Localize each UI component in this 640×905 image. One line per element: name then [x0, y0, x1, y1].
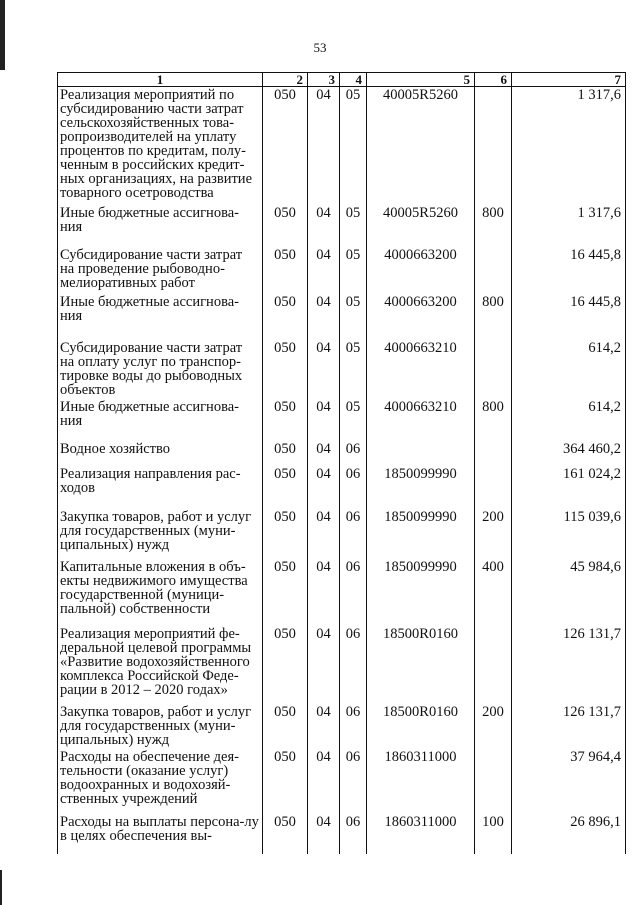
row-admin-code: 050 — [263, 87, 308, 205]
budget-table — [57, 72, 626, 854]
row-amount: 45 984,6 — [512, 559, 626, 626]
row-expense-type — [475, 247, 512, 294]
row-expense-type: 200 — [475, 509, 512, 559]
row-amount: 364 460,2 — [512, 441, 626, 466]
row-section-code: 04 — [308, 247, 340, 294]
row-name-cell: Закупка товаров, работ и услуг для государственных (муни-ципальных) нужд — [58, 704, 263, 749]
row-name-cell: Иные бюджетные ассигнова-ния — [58, 205, 263, 247]
row-amount: 16 445,8 — [512, 294, 626, 340]
row-amount: 37 964,4 — [512, 749, 626, 814]
row-name-cell: Водное хозяйство — [58, 441, 263, 466]
row-target-article: 1850099990 — [367, 509, 475, 559]
row-name-cell: Реализация направления рас-ходов — [58, 466, 263, 509]
row-admin-code: 050 — [263, 814, 308, 854]
row-section-code: 04 — [308, 559, 340, 626]
row-section-code: 04 — [308, 399, 340, 441]
table-row — [58, 205, 626, 247]
table-row — [58, 704, 626, 749]
row-section-code: 04 — [308, 294, 340, 340]
row-expense-type: 400 — [475, 559, 512, 626]
row-subsection-code: 06 — [340, 509, 367, 559]
row-subsection-code: 05 — [340, 399, 367, 441]
row-subsection-code: 06 — [340, 559, 367, 626]
row-name-cell: Расходы на обеспечение дея-тельности (оказание услуг) водоохранных и водохозяй-ственных учреждений — [58, 749, 263, 814]
row-subsection-code: 06 — [340, 749, 367, 814]
row-name-cell: Субсидирование части затрат на проведение рыбоводно-мелиоративных работ — [58, 247, 263, 294]
row-subsection-code: 05 — [340, 247, 367, 294]
table-row — [58, 749, 626, 814]
row-target-article: 1860311000 — [367, 749, 475, 814]
row-section-code: 04 — [308, 205, 340, 247]
column-header-section: 3 — [308, 73, 340, 87]
row-expense-type: 800 — [475, 205, 512, 247]
row-admin-code: 050 — [263, 205, 308, 247]
row-amount: 614,2 — [512, 399, 626, 441]
row-expense-type — [475, 441, 512, 466]
row-name-cell: Субсидирование части затрат на оплату услуг по транспор-тировке воды до рыбоводных объектов — [58, 340, 263, 399]
row-admin-code: 050 — [263, 340, 308, 399]
row-section-code: 04 — [308, 814, 340, 854]
table-row — [58, 247, 626, 294]
row-admin-code: 050 — [263, 399, 308, 441]
table-row — [58, 466, 626, 509]
row-admin-code: 050 — [263, 441, 308, 466]
row-amount: 126 131,7 — [512, 704, 626, 749]
column-header-target-article: 5 — [367, 73, 475, 87]
table-row — [58, 294, 626, 340]
row-name-cell: Расходы на выплаты персона-лу в целях обеспечения вы- — [58, 814, 263, 854]
row-section-code: 04 — [308, 626, 340, 704]
scan-edge-mark — [0, 870, 2, 905]
row-admin-code: 050 — [263, 749, 308, 814]
row-admin-code: 050 — [263, 247, 308, 294]
row-admin-code: 050 — [263, 559, 308, 626]
table-row — [58, 509, 626, 559]
row-expense-type: 100 — [475, 814, 512, 854]
row-subsection-code: 05 — [340, 340, 367, 399]
row-target-article: 40005R5260 — [367, 87, 475, 205]
table-row — [58, 559, 626, 626]
row-target-article: 40005R5260 — [367, 205, 475, 247]
row-section-code: 04 — [308, 87, 340, 205]
row-name-cell: Иные бюджетные ассигнова-ния — [58, 294, 263, 340]
row-target-article: 1850099990 — [367, 466, 475, 509]
row-target-article — [367, 441, 475, 466]
row-expense-type — [475, 626, 512, 704]
table-row — [58, 814, 626, 854]
row-amount: 1 317,6 — [512, 87, 626, 205]
column-header-subsection: 4 — [340, 73, 367, 87]
table-header-row — [58, 73, 626, 87]
column-header-amount: 7 — [512, 73, 626, 87]
page-number: 53 — [313, 40, 327, 55]
row-target-article: 4000663200 — [367, 247, 475, 294]
row-admin-code: 050 — [263, 509, 308, 559]
table-row — [58, 340, 626, 399]
row-section-code: 04 — [308, 704, 340, 749]
row-name-cell: Капитальные вложения в объ-екты недвижимого имущества государственной (муници-пальной) собственности — [58, 559, 263, 626]
row-target-article: 4000663210 — [367, 340, 475, 399]
row-expense-type — [475, 466, 512, 509]
row-section-code: 04 — [308, 340, 340, 399]
column-header-name: 1 — [58, 73, 263, 87]
row-subsection-code: 05 — [340, 205, 367, 247]
row-amount: 1 317,6 — [512, 205, 626, 247]
row-name-cell: Реализация мероприятий фе-деральной целевой программы «Развитие водохозяйственного комплекса Российской Феде-рации в 2012 – 2020 годах» — [58, 626, 263, 704]
row-admin-code: 050 — [263, 704, 308, 749]
row-subsection-code: 06 — [340, 704, 367, 749]
row-admin-code: 050 — [263, 626, 308, 704]
row-target-article: 18500R0160 — [367, 704, 475, 749]
row-amount: 161 024,2 — [512, 466, 626, 509]
table-row — [58, 87, 626, 205]
row-admin-code: 050 — [263, 466, 308, 509]
row-target-article: 4000663200 — [367, 294, 475, 340]
row-target-article: 4000663210 — [367, 399, 475, 441]
row-section-code: 04 — [308, 509, 340, 559]
row-section-code: 04 — [308, 466, 340, 509]
row-amount: 26 896,1 — [512, 814, 626, 854]
row-expense-type: 800 — [475, 294, 512, 340]
column-header-expense-type: 6 — [475, 73, 512, 87]
row-target-article: 1850099990 — [367, 559, 475, 626]
table-row — [58, 626, 626, 704]
row-expense-type — [475, 749, 512, 814]
row-amount: 16 445,8 — [512, 247, 626, 294]
row-subsection-code: 06 — [340, 626, 367, 704]
row-expense-type — [475, 87, 512, 205]
row-section-code: 04 — [308, 749, 340, 814]
row-subsection-code: 05 — [340, 294, 367, 340]
row-expense-type — [475, 340, 512, 399]
row-subsection-code: 06 — [340, 466, 367, 509]
table-row — [58, 441, 626, 466]
row-name-cell: Закупка товаров, работ и услуг для государственных (муни-ципальных) нужд — [58, 509, 263, 559]
row-admin-code: 050 — [263, 294, 308, 340]
row-amount: 614,2 — [512, 340, 626, 399]
row-subsection-code: 05 — [340, 87, 367, 205]
row-subsection-code: 06 — [340, 814, 367, 854]
row-subsection-code: 06 — [340, 441, 367, 466]
row-name-cell: Реализация мероприятий по субсидированию части затрат сельскохозяйственных това-ропроизводителей на уплату процентов по кредитам, полу-ченным в российских кредит-ных организациях, на развитие товарного осетроводства — [58, 87, 263, 205]
row-amount: 126 131,7 — [512, 626, 626, 704]
row-target-article: 1860311000 — [367, 814, 475, 854]
row-name-cell: Иные бюджетные ассигнова-ния — [58, 399, 263, 441]
row-target-article: 18500R0160 — [367, 626, 475, 704]
row-expense-type: 800 — [475, 399, 512, 441]
row-amount: 115 039,6 — [512, 509, 626, 559]
scan-edge-mark — [0, 0, 5, 70]
row-expense-type: 200 — [475, 704, 512, 749]
column-header-admin: 2 — [263, 73, 308, 87]
table-row — [58, 399, 626, 441]
row-section-code: 04 — [308, 441, 340, 466]
